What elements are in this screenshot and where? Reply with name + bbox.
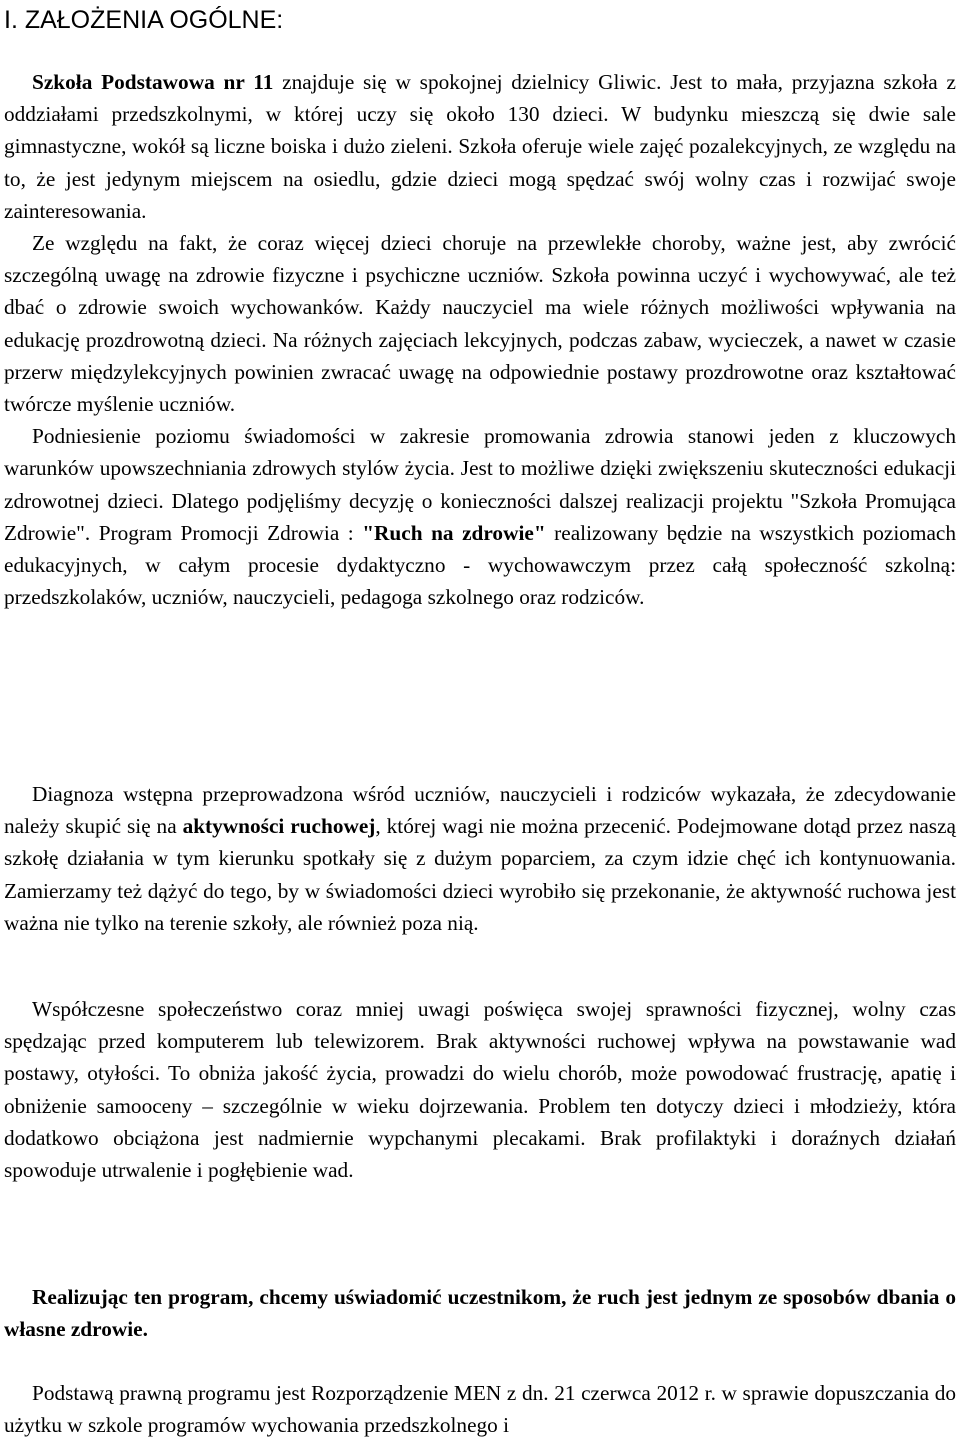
paragraph-text: znajduje się w spokojnej dzielnicy Gliwic. Jest to mała, przyjazna szkoła z oddziałami przedszkolnymi, w której uczy się około 130 dzieci. W budynku mieszczą się dwie sale gimnastyczne, wokół są liczne boiska i dużo zieleni. Szkoła oferuje wiele zajęć pozalekcyjnych, ze względu na to, że jest jedynym miejscem na osiedlu, gdzie dzieci mogą spędzać swój wolny czas i rozwijać swoje zainteresowania. <box>4 70 956 223</box>
emphasis-physical-activity: aktywności ruchowej <box>182 814 376 839</box>
paragraph-text: Ze względu na fakt, że coraz więcej dzieci choruje na przewlekłe choroby, ważne jest, aby zwrócić szczególną uwagę na zdrowie fizyczne i psychiczne uczniów. Szkoła powinna uczyć i wychowywać, ale też dbać o zdrowie swoich wychowanków. <box>4 231 956 320</box>
paragraph-program-goal: Realizując ten program, chcemy uświadomić uczestnikom, że ruch jest jednym ze sposobów dbania o własne zdrowie. <box>4 1285 956 1342</box>
school-name: Szkoła Podstawowa nr 11 <box>32 70 274 94</box>
paragraph-diagnosis <box>4 778 956 939</box>
paragraph-modern-society: Współczesne społeczeństwo coraz mniej uwagi poświęca swojej sprawności fizycznej, wolny czas spędzając przed komputerem lub telewizorem. Brak aktywności ruchowej wpływa na powstawanie wad postawy, otyłości. To obniża jakość życia, prowadzi do wielu chorób, może powodować frustrację, apatię i obniżenie samooceny – szczególnie w wieku dojrzewania. Problem ten dotyczy dzieci i młodzieży, która dodatkowo obciążona jest nadmiernie wypchanymi plecakami. Brak profilaktyki i doraźnych działań spowoduje utrwalenie i pogłębienie wad. <box>4 997 956 1183</box>
section-heading: I. ZAŁOŻENIA OGÓLNE: <box>4 6 284 34</box>
paragraph-text: realizowany będzie na wszystkich poziomach edukacyjnych, w całym procesie dydaktyczno - wychowawczym przez całą społeczność szkolną: przedszkolaków, uczniów, nauczycieli, pedagoga szkolnego oraz rodziców. <box>4 520 956 610</box>
paragraph-text: Każdy nauczyciel ma wiele różnych możliwości wpływania na edukację prozdrowotną dzieci. Na różnych zajęciach lekcyjnych, podczas zabaw, wycieczek, a nawet w czasie przerw międzylekcyjnych powinien zwracać uwagę na odpowiednie postawy prozdrowotne oraz kształtować twórcze myślenie uczniów. <box>4 295 956 417</box>
program-name: "Ruch na zdrowie" <box>362 520 546 545</box>
paragraph-text: , której wagi nie można przecenić. Podejmowane dotąd przez naszą szkołę działania w tym kierunku spotkały się z dużym poparciem, za czym idzie chęć ich kontynuowania. Zamierzamy też dążyć do tego, by w świadomości dzieci wyrobiło się przekonanie, że aktywność ruchowa jest ważna nie tylko na terenie szkoły, ale również poza nią. <box>4 814 956 935</box>
paragraph-text: Diagnoza wstępna przeprowadzona wśród uczniów, nauczycieli i rodziców wykazała, że zdecydowanie należy skupić się na <box>4 782 956 839</box>
paragraph-school-description <box>4 66 956 613</box>
paragraph-legal-basis: Podstawą prawną programu jest Rozporządzenie MEN z dn. 21 czerwca 2012 r. w sprawie dopuszczania do użytku w szkole programów wychowania przedszkolnego i <box>4 1381 956 1438</box>
paragraph-text: Podniesienie poziomu świadomości w zakresie promowania zdrowia stanowi jeden z kluczowych warunków upowszechniania zdrowych stylów życia. Jest to możliwe dzięki zwiększeniu skuteczności edukacji zdrowotnej dzieci. Dlatego podjęliśmy decyzję o konieczności dalszej realizacji projektu "Szkoła Promująca Zdrowie". <box>4 424 956 545</box>
paragraph-text: Program Promocji Zdrowia : <box>98 520 363 545</box>
